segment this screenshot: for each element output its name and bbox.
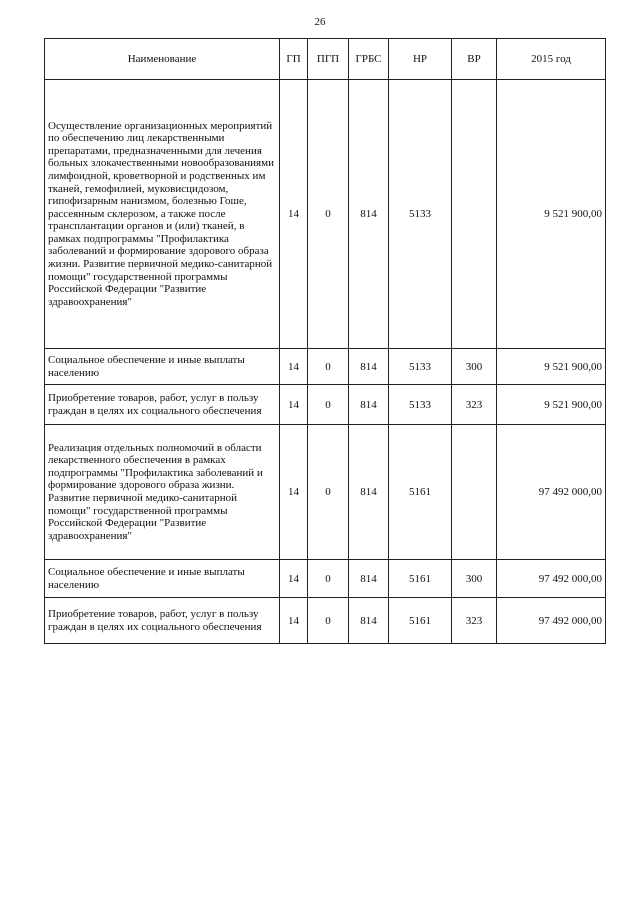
row-nr: 5161 [389,560,452,598]
row-pgp: 0 [308,80,349,349]
row-grbs: 814 [349,349,389,385]
row-nr: 5161 [389,598,452,644]
row-pgp: 0 [308,349,349,385]
row-name: Социальное обеспечение и иные выплаты населению [45,349,280,385]
row-nr: 5161 [389,425,452,560]
row-vr: 323 [452,598,497,644]
budget-table [44,38,606,644]
row-amount: 97 492 000,00 [497,425,606,560]
row-amount: 9 521 900,00 [497,80,606,349]
row-nr: 5133 [389,349,452,385]
header-gp: ГП [280,39,308,80]
row-grbs: 814 [349,80,389,349]
row-name: Социальное обеспечение и иные выплаты населению [45,560,280,598]
row-pgp: 0 [308,598,349,644]
header-pgp: ПГП [308,39,349,80]
header-name: Наименование [45,39,280,80]
table-row [45,385,606,425]
header-vr: ВР [452,39,497,80]
row-gp: 14 [280,598,308,644]
row-nr: 5133 [389,80,452,349]
row-name: Осуществление организационных мероприятий по обеспечению лиц лекарственными препаратами, предназначенными для лечения больных злокачественными новообразованиями лимфоидной, кроветворной и родственных им тканей, гемофилией, муковисцидозом, гипофизарным нанизмом, болезнью Гоше, рассеянным склерозом, а также после трансплантации органов и (или) тканей, в рамках подпрограммы "Профилактика заболеваний и формирование здорового образа жизни. Развитие первичной медико-санитарной помощи" государственной программы Российской Федерации "Развитие здравоохранения" [45,80,280,349]
header-nr: НР [389,39,452,80]
table-row [45,598,606,644]
row-vr [452,80,497,349]
row-gp: 14 [280,425,308,560]
row-gp: 14 [280,349,308,385]
row-vr: 300 [452,560,497,598]
page-number: 26 [314,16,326,28]
row-pgp: 0 [308,560,349,598]
row-gp: 14 [280,80,308,349]
row-vr: 300 [452,349,497,385]
table-row [45,80,606,349]
row-pgp: 0 [308,425,349,560]
row-name: Приобретение товаров, работ, услуг в пользу граждан в целях их социального обеспечения [45,598,280,644]
row-gp: 14 [280,560,308,598]
row-grbs: 814 [349,425,389,560]
row-name: Приобретение товаров, работ, услуг в пользу граждан в целях их социального обеспечения [45,385,280,425]
header-year: 2015 год [497,39,606,80]
table-row [45,425,606,560]
table-row [45,349,606,385]
row-grbs: 814 [349,598,389,644]
row-amount: 97 492 000,00 [497,598,606,644]
header-grbs: ГРБС [349,39,389,80]
table-row [45,560,606,598]
row-nr: 5133 [389,385,452,425]
row-gp: 14 [280,385,308,425]
row-name: Реализация отдельных полномочий в области лекарственного обеспечения в рамках подпрограммы "Профилактика заболеваний и формирование здорового образа жизни. Развитие первичной медико-санитарной помощи" государственной программы Российской Федерации "Развитие здравоохранения" [45,425,280,560]
row-amount: 9 521 900,00 [497,385,606,425]
row-pgp: 0 [308,385,349,425]
row-vr [452,425,497,560]
header-row [45,39,606,80]
row-amount: 97 492 000,00 [497,560,606,598]
row-amount: 9 521 900,00 [497,349,606,385]
row-vr: 323 [452,385,497,425]
row-grbs: 814 [349,560,389,598]
row-grbs: 814 [349,385,389,425]
